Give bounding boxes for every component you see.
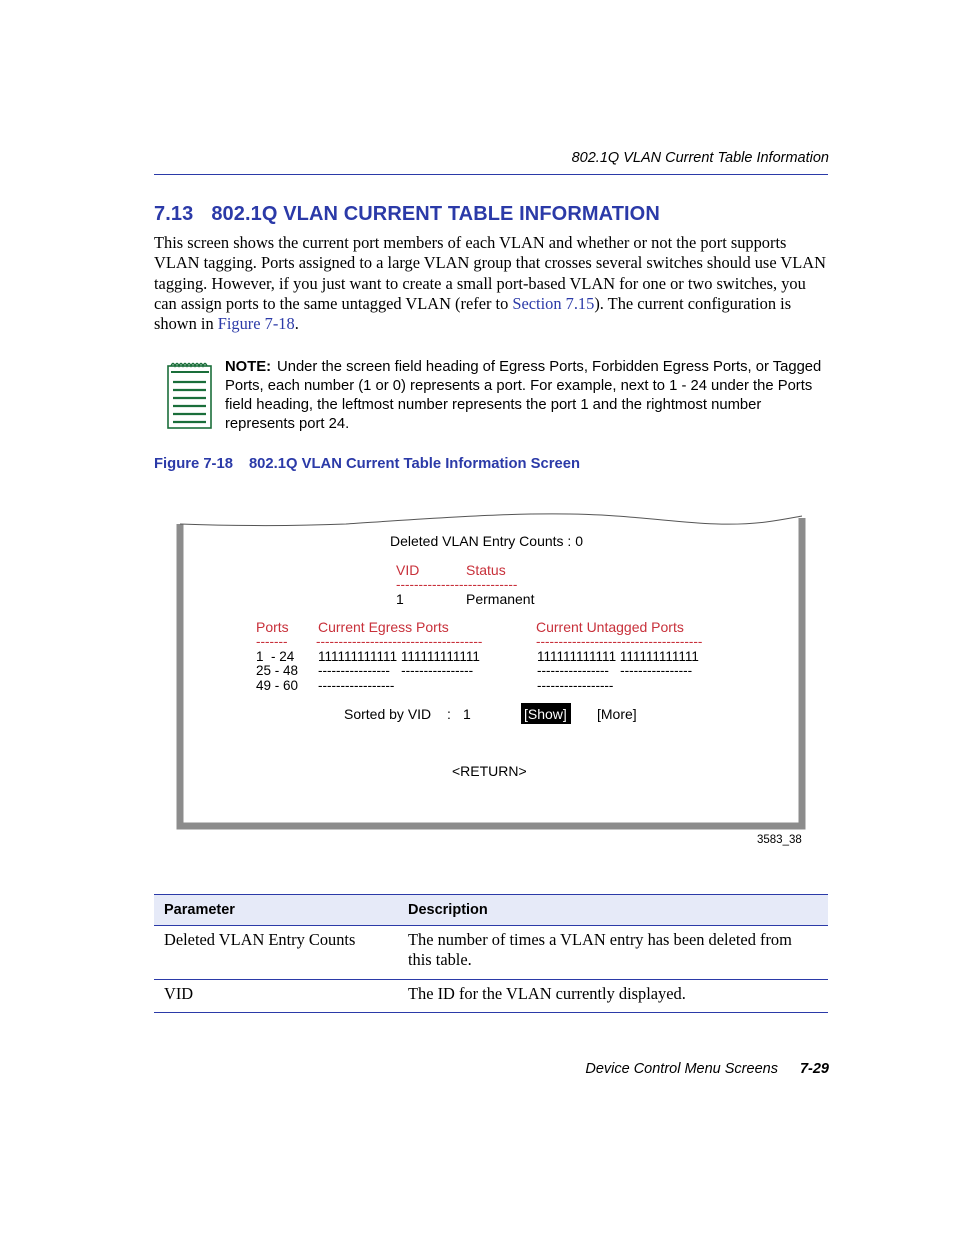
untagged-row-2: ---------------- ---------------- <box>537 663 693 678</box>
vid-status-dashes: --------------------------- <box>396 577 518 592</box>
section-title <box>154 203 660 226</box>
header-rule <box>154 174 828 175</box>
section-7-15-link[interactable]: Section 7.15 <box>512 293 595 313</box>
notepad-icon <box>166 360 214 430</box>
untagged-row-3: ----------------- <box>537 678 614 693</box>
header-description: Description <box>398 895 828 926</box>
intro-text-3: . <box>294 314 299 334</box>
section-title-text: 802.1Q VLAN CURRENT TABLE INFORMATION <box>211 203 660 225</box>
intro-paragraph <box>154 233 829 334</box>
ports-header: Ports <box>256 619 289 635</box>
sorted-by-label: Sorted by VID <box>344 706 432 722</box>
description-cell: The number of times a VLAN entry has been deleted from this table. <box>398 926 828 980</box>
note-body: Under the screen field heading of Egress Ports, Forbidden Egress Ports, or Tagged Ports, each number (1 or 0) represents a port. For example, next to 1 - 24 under the Ports field heading, the leftmost number represents the port 1 and the rightmost number represents port 24. <box>225 359 822 432</box>
untagged-dashes: ------------------------------------- <box>536 634 703 649</box>
vid-value: 1 <box>396 591 404 607</box>
untagged-row-1: 111111111111 111111111111 <box>537 649 699 664</box>
egress-row-1: 111111111111 111111111111 <box>318 649 480 664</box>
table-row <box>154 979 828 1012</box>
port-range-2: 25 - 48 <box>256 663 299 678</box>
ports-dashes: ------- <box>256 634 288 649</box>
figure-number: Figure 7-18 <box>154 456 233 472</box>
note-label: NOTE: <box>225 359 272 375</box>
vid-header: VID <box>396 562 420 578</box>
status-header: Status <box>466 562 506 578</box>
intro-text-2: ). The current configuration is shown in <box>154 293 792 334</box>
egress-header: Current Egress Ports <box>318 619 449 635</box>
note-text <box>225 358 835 434</box>
show-button[interactable]: [Show] <box>524 706 567 722</box>
deleted-counts-text: Deleted VLAN Entry Counts : 0 <box>390 533 583 549</box>
status-value: Permanent <box>466 591 535 607</box>
header-parameter: Parameter <box>154 895 398 926</box>
torn-edge <box>180 514 802 526</box>
untagged-header: Current Untagged Ports <box>536 619 684 635</box>
port-range-3: 49 - 60 <box>256 678 299 693</box>
port-range-1: 1 - 24 <box>256 649 295 664</box>
page-footer <box>0 1061 829 1077</box>
more-button[interactable]: [More] <box>597 706 637 722</box>
section-number: 7.13 <box>154 203 194 225</box>
vlan-screen-figure <box>176 512 806 832</box>
intro-text-1: This screen shows the current port members of each VLAN and whether or not the port supports VLAN tagging. Ports assigned to a large VLAN group that crosses several switches should use VLAN tagging. However, if you just want to create a small port-based VLAN for one or two switches, you can assign ports to the same untagged VLAN (refer to <box>154 233 826 313</box>
table-header-row <box>154 895 828 926</box>
egress-row-2: ---------------- ---------------- <box>318 663 474 678</box>
footer-title: Device Control Menu Screens <box>585 1061 778 1077</box>
sorted-by-value[interactable]: 1 <box>463 706 471 722</box>
figure-caption <box>154 456 580 472</box>
parameter-table <box>154 894 828 1013</box>
parameter-cell: VID <box>154 979 398 1012</box>
table-row <box>154 926 828 980</box>
figure-7-18-link[interactable]: Figure 7-18 <box>217 314 295 334</box>
egress-row-3: ----------------- <box>318 678 395 693</box>
return-button[interactable]: <RETURN> <box>452 763 527 779</box>
sorted-by-colon: : <box>447 706 451 722</box>
parameter-cell: Deleted VLAN Entry Counts <box>154 926 398 980</box>
running-header: 802.1Q VLAN Current Table Information <box>571 150 829 166</box>
page-number: 7-29 <box>799 1061 829 1077</box>
egress-dashes: ------------------------------------- <box>316 634 483 649</box>
description-cell: The ID for the VLAN currently displayed. <box>398 979 828 1012</box>
figure-title: 802.1Q VLAN Current Table Information Screen <box>248 456 581 472</box>
figure-id: 3583_38 <box>757 834 802 846</box>
